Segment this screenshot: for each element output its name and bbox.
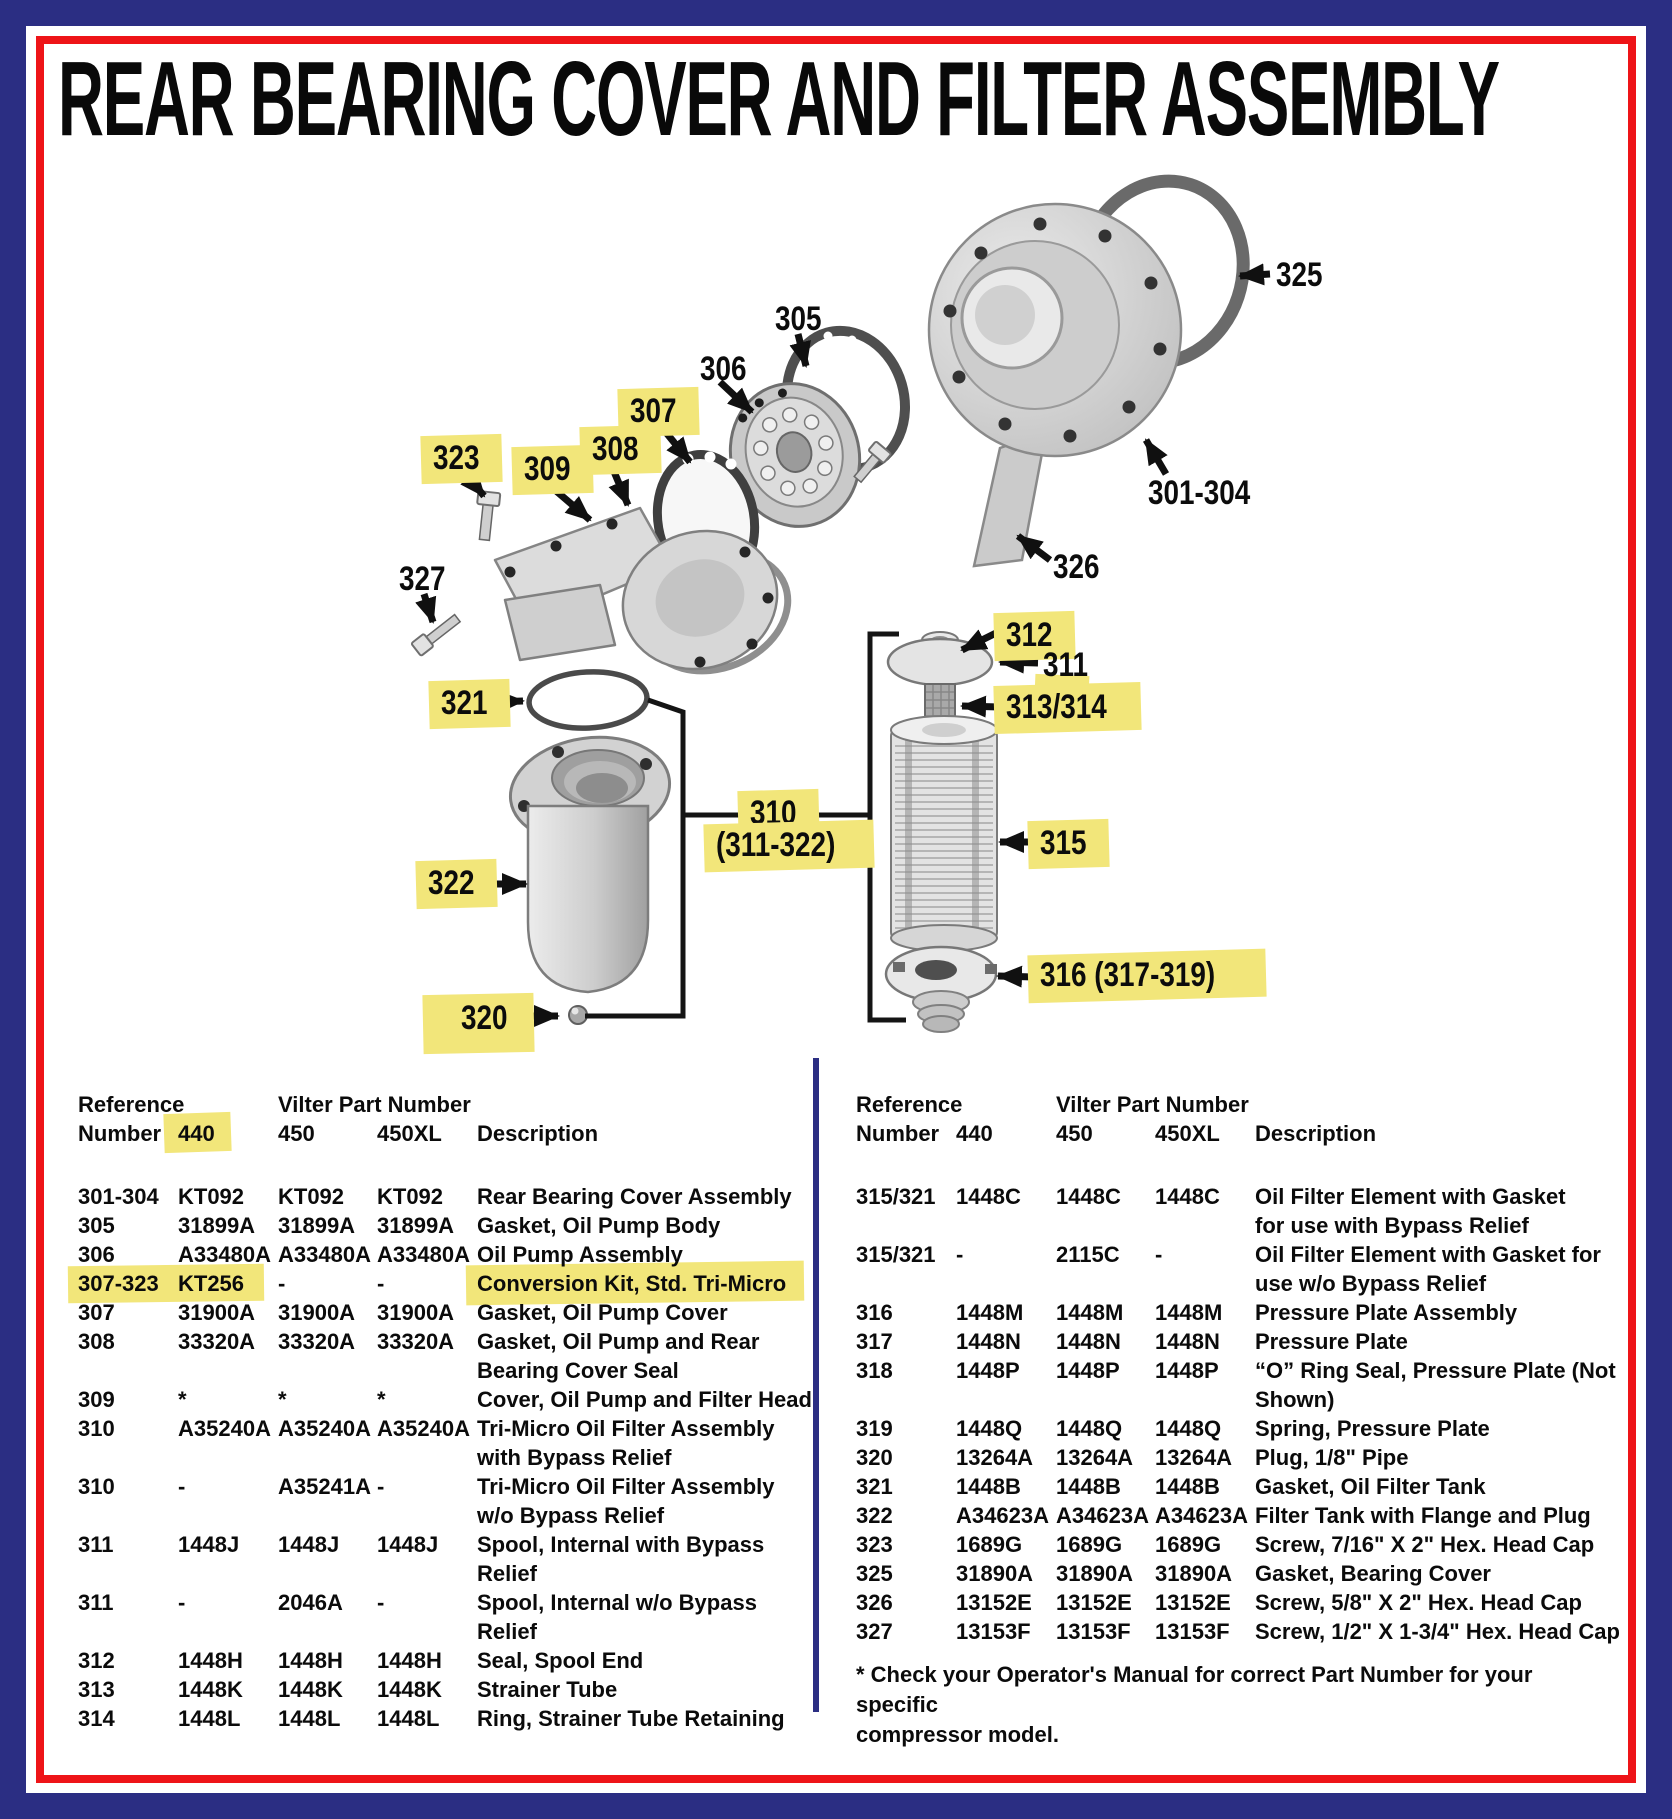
cell-450: 1448H (278, 1648, 343, 1673)
part-screw-327 (411, 611, 462, 656)
cell-450: 2115C (1056, 1242, 1120, 1267)
table-row (856, 1617, 1620, 1646)
cell-description-line: Oil Filter Element with Gasket (1255, 1184, 1566, 1209)
cell-450: 1448N (1056, 1329, 1121, 1354)
cell-description-line: Relief (477, 1561, 537, 1586)
cell-450: 31890A (1056, 1561, 1134, 1586)
cell-reference: 314 (78, 1706, 115, 1731)
diagram-label-327 (399, 562, 456, 596)
cell-440: 1448H (178, 1648, 243, 1673)
diagram-label-325 (1276, 258, 1333, 292)
cell-450: A35241A (278, 1474, 371, 1499)
table-row (856, 1559, 1614, 1588)
cell-450xl: KT092 (377, 1184, 444, 1209)
cell-description-line: Screw, 1/2" X 1-3/4" Hex. Head Cap (1255, 1619, 1620, 1644)
cell-440: 31900A (178, 1300, 256, 1325)
cell-450xl: 1448P (1155, 1358, 1219, 1383)
cell-description-line: Screw, 7/16" X 2" Hex. Head Cap (1255, 1532, 1595, 1557)
diagram-label-321 (441, 686, 498, 720)
cell-description-line: Plug, 1/8" Pipe (1255, 1445, 1409, 1470)
cell-description-line: Relief (477, 1619, 537, 1644)
cell-450xl: 13153F (1155, 1619, 1230, 1644)
cell-450: A35240A (278, 1416, 371, 1441)
cell-reference: 312 (78, 1648, 115, 1673)
table-row (78, 1327, 794, 1385)
diagram-label-text: 313/314 (1006, 688, 1107, 726)
cell-reference: 309 (78, 1387, 115, 1412)
diagram-label-326 (1053, 550, 1110, 584)
cell-description-line: Oil Pump Assembly (477, 1242, 683, 1267)
cell-440: 31890A (956, 1561, 1034, 1586)
cell-description-line: Oil Filter Element with Gasket for (1255, 1242, 1601, 1267)
cell-450: 1448L (278, 1706, 341, 1731)
table-row (78, 1414, 794, 1472)
diagram-label-text: 315 (1040, 824, 1087, 862)
cell-description-line: Spring, Pressure Plate (1255, 1416, 1490, 1441)
table-row (856, 1472, 1614, 1501)
cell-reference: 301-304 (78, 1184, 159, 1209)
cell-reference: 306 (78, 1242, 115, 1267)
cell-450xl: A34623A (1155, 1503, 1248, 1528)
diagram-label-text: 323 (433, 439, 480, 477)
header-col-450: 450 (1056, 1121, 1093, 1146)
cell-450xl: 1448Q (1155, 1416, 1222, 1441)
cell-description-line: Tri-Micro Oil Filter Assembly (477, 1416, 775, 1441)
table-row (856, 1414, 1614, 1443)
table-row (78, 1704, 794, 1733)
cell-description-line: Cover, Oil Pump and Filter Head (477, 1387, 812, 1412)
header-vilter-part-number: Vilter Part Number (1056, 1092, 1249, 1117)
cell-450xl: - (1155, 1242, 1163, 1267)
cell-description-line: Conversion Kit, Std. Tri-Micro (477, 1271, 787, 1296)
diagram-label-text: 305 (775, 300, 822, 338)
cell-description-line: Bearing Cover Seal (477, 1358, 679, 1383)
cell-450: * (278, 1387, 287, 1412)
diagram-label-text: 325 (1276, 256, 1323, 294)
footnote-line: * Check your Operator's Manual for correct Part Number for your specific (856, 1662, 1533, 1717)
footnote-line: compressor model. (856, 1722, 1059, 1747)
cell-description-line: Strainer Tube (477, 1677, 618, 1702)
cell-description-line: Pressure Plate (1255, 1329, 1408, 1354)
cell-description-line: Filter Tank with Flange and Plug (1255, 1503, 1591, 1528)
cell-description-line: for use with Bypass Relief (1255, 1213, 1529, 1238)
diagram-label-text: 311 (1043, 646, 1088, 684)
header-reference: Reference (856, 1092, 963, 1117)
cell-450xl: A35240A (377, 1416, 470, 1441)
cell-description-line: Ring, Strainer Tube Retaining (477, 1706, 785, 1731)
cell-description-line: Gasket, Bearing Cover (1255, 1561, 1491, 1586)
cell-450: 1448P (1056, 1358, 1120, 1383)
cell-440: 1448C (956, 1184, 1021, 1209)
cell-450: 1448J (278, 1532, 340, 1557)
cell-450: 31899A (278, 1213, 356, 1238)
table-row (78, 1211, 794, 1240)
cell-450: A34623A (1056, 1503, 1149, 1528)
header-number: Number (856, 1121, 940, 1146)
cell-reference: 327 (856, 1619, 893, 1644)
header-col-450xl: 450XL (377, 1121, 442, 1146)
cell-440: 33320A (178, 1329, 256, 1354)
diagram-label-308 (592, 432, 649, 466)
cell-reference: 305 (78, 1213, 115, 1238)
header-col-440: 440 (178, 1121, 215, 1146)
header-col-450: 450 (278, 1121, 315, 1146)
header-col-440: 440 (956, 1121, 993, 1146)
table-row (78, 1385, 812, 1414)
cell-reference: 308 (78, 1329, 115, 1354)
cell-reference: 313 (78, 1677, 115, 1702)
diagram-label-text: 326 (1053, 548, 1100, 586)
cell-440: - (956, 1242, 964, 1267)
table-row (78, 1269, 794, 1298)
cell-description-line: Gasket, Oil Pump Cover (477, 1300, 728, 1325)
cell-reference: 307 (78, 1300, 115, 1325)
cell-440: 1689G (956, 1532, 1023, 1557)
cell-440: A35240A (178, 1416, 271, 1441)
cell-reference: 319 (856, 1416, 893, 1441)
cell-description-line: Seal, Spool End (477, 1648, 644, 1673)
table-row (78, 1298, 794, 1327)
cell-440: 13153F (956, 1619, 1031, 1644)
table-row (856, 1240, 1614, 1298)
diagram-label-322 (428, 866, 485, 900)
cell-450: 1448K (278, 1677, 343, 1702)
cell-450: 1448Q (1056, 1416, 1123, 1441)
cell-450xl: 31899A (377, 1213, 455, 1238)
cell-reference: 321 (856, 1474, 893, 1499)
cell-reference: 318 (856, 1358, 893, 1383)
cell-440: KT092 (178, 1184, 245, 1209)
diagram-label-text: (311-322) (716, 826, 836, 864)
cell-440: - (178, 1474, 186, 1499)
diagram-label-text: 316 (317-319) (1040, 956, 1216, 994)
cell-description-line: with Bypass Relief (477, 1445, 672, 1470)
cell-450xl: 1448H (377, 1648, 442, 1673)
table-row (78, 1240, 794, 1269)
diagram-label-311 (1043, 648, 1098, 682)
table-row (78, 1646, 794, 1675)
page-title: REAR BEARING COVER AND FILTER ASSEMBLY (58, 40, 1499, 158)
header-col-450xl: 450XL (1155, 1121, 1220, 1146)
header-description: Description (477, 1121, 599, 1146)
table-row (856, 1443, 1614, 1472)
cell-440: 1448N (956, 1329, 1021, 1354)
diagram-label-text: 312 (1006, 616, 1053, 654)
cell-440: A34623A (956, 1503, 1049, 1528)
part-screw-323 (473, 491, 500, 541)
cell-description-line: Shown) (1255, 1387, 1335, 1412)
header-vilter-part-number: Vilter Part Number (278, 1092, 471, 1117)
cell-440: 13264A (956, 1445, 1034, 1470)
diagram-label-316 (1040, 958, 1254, 992)
cell-440: 1448Q (956, 1416, 1023, 1441)
footnote (856, 1660, 1616, 1750)
cell-450: KT092 (278, 1184, 345, 1209)
diagram-label-313-314 (1006, 690, 1129, 724)
cell-450xl: 1448N (1155, 1329, 1220, 1354)
cell-450: A33480A (278, 1242, 371, 1267)
diagram-label-text: 301-304 (1148, 474, 1251, 512)
cell-440: 1448B (956, 1474, 1021, 1499)
cell-description-line: Gasket, Oil Filter Tank (1255, 1474, 1486, 1499)
cell-description-line: Pressure Plate Assembly (1255, 1300, 1518, 1325)
cell-reference: 311 (78, 1532, 114, 1557)
cell-reference: 326 (856, 1590, 893, 1615)
cell-reference: 317 (856, 1329, 893, 1354)
cell-440: 1448M (956, 1300, 1024, 1325)
cell-450xl: A33480A (377, 1242, 470, 1267)
cell-450xl: - (377, 1590, 385, 1615)
diagram-label-text: 308 (592, 430, 639, 468)
cell-440: - (178, 1590, 186, 1615)
cell-450xl: 31900A (377, 1300, 455, 1325)
cell-reference: 307-323 (78, 1271, 159, 1296)
cell-description-line: Spool, Internal with Bypass (477, 1532, 765, 1557)
cell-450xl: 1448K (377, 1677, 442, 1702)
cell-450: 13153F (1056, 1619, 1131, 1644)
cell-450: 33320A (278, 1329, 356, 1354)
table-row (856, 1356, 1614, 1414)
cell-reference: 325 (856, 1561, 893, 1586)
header-description: Description (1255, 1121, 1377, 1146)
diagram-label-305 (775, 302, 832, 336)
diagram-label-text: 322 (428, 864, 475, 902)
diagram-label-text: 327 (399, 560, 446, 598)
cell-description-line: Tri-Micro Oil Filter Assembly (477, 1474, 775, 1499)
cell-description-line: w/o Bypass Relief (477, 1503, 665, 1528)
cell-450xl: 1689G (1155, 1532, 1222, 1557)
table-row (78, 1588, 794, 1646)
cell-description-line: use w/o Bypass Relief (1255, 1271, 1487, 1296)
diagram-label-text: 309 (524, 450, 571, 488)
cell-450: 13264A (1056, 1445, 1134, 1470)
table-row (856, 1298, 1614, 1327)
cell-440: 13152E (956, 1590, 1032, 1615)
cell-450xl: 33320A (377, 1329, 455, 1354)
cell-450xl: 1448B (1155, 1474, 1220, 1499)
table-row (856, 1182, 1614, 1240)
cell-450: 31900A (278, 1300, 356, 1325)
cell-450: - (278, 1271, 286, 1296)
table-row (856, 1327, 1614, 1356)
cell-440: 1448P (956, 1358, 1020, 1383)
part-seal-and-cover-head (495, 508, 806, 692)
cell-reference: 311 (78, 1590, 114, 1615)
cell-450xl: 13264A (1155, 1445, 1233, 1470)
diagram-label-315 (1040, 826, 1097, 860)
cell-450xl: 1448C (1155, 1184, 1220, 1209)
diagram-label-text: 306 (700, 350, 747, 388)
cell-450xl: 1448M (1155, 1300, 1223, 1325)
cell-reference: 310 (78, 1474, 115, 1499)
cell-450xl: - (377, 1271, 385, 1296)
cell-440: 31899A (178, 1213, 256, 1238)
cell-description-line: Screw, 5/8" X 2" Hex. Head Cap (1255, 1590, 1582, 1615)
diagram-label-text: 321 (441, 684, 488, 722)
cell-description-line: Gasket, Oil Pump and Rear (477, 1329, 760, 1354)
part-gasket-oil-filter-tank (528, 669, 649, 731)
cell-450: 13152E (1056, 1590, 1132, 1615)
cell-450xl: * (377, 1387, 386, 1412)
diagram-label-309 (524, 452, 581, 486)
diagram-label-text: 310 (750, 794, 797, 832)
diagram-label-307 (630, 394, 687, 428)
cell-description-line: Rear Bearing Cover Assembly (477, 1184, 792, 1209)
table-divider (813, 1058, 819, 1712)
cell-450xl: - (377, 1474, 385, 1499)
cell-450xl: 13152E (1155, 1590, 1231, 1615)
table-row (856, 1501, 1614, 1530)
cell-reference: 310 (78, 1416, 115, 1441)
diagram-label-323 (433, 441, 490, 475)
header-reference: Reference (78, 1092, 185, 1117)
cell-440: KT256 (178, 1271, 245, 1296)
cell-reference: 323 (856, 1532, 893, 1557)
parts-table-left (78, 1090, 812, 1731)
cell-440: * (178, 1387, 187, 1412)
diagram-label-306 (700, 352, 757, 386)
cell-450: 1448B (1056, 1474, 1121, 1499)
cell-450: 1448M (1056, 1300, 1124, 1325)
part-oil-filter-element (891, 716, 997, 951)
cell-description-line: Spool, Internal w/o Bypass (477, 1590, 757, 1615)
cell-reference: 322 (856, 1503, 893, 1528)
cell-450xl: 1448J (377, 1532, 439, 1557)
cell-reference: 315/321 (856, 1242, 936, 1267)
table-row (856, 1588, 1614, 1617)
cell-450xl: 31890A (1155, 1561, 1233, 1586)
cell-reference: 316 (856, 1300, 893, 1325)
diagram-label-301-304 (1148, 476, 1273, 510)
cell-440: 1448K (178, 1677, 243, 1702)
table-row (78, 1182, 794, 1211)
table-row (78, 1530, 794, 1588)
cell-440: A33480A (178, 1242, 271, 1267)
diagram-label-310-range (716, 828, 862, 862)
table-row (78, 1472, 794, 1530)
cell-reference: 315/321 (856, 1184, 936, 1209)
cell-450: 1448C (1056, 1184, 1121, 1209)
cell-440: 1448L (178, 1706, 241, 1731)
cell-reference: 320 (856, 1445, 893, 1470)
cell-440: 1448J (178, 1532, 240, 1557)
cell-450: 1689G (1056, 1532, 1123, 1557)
part-rear-bearing-cover (929, 204, 1181, 566)
parts-table-right (856, 1090, 1620, 1650)
part-filter-tank (504, 727, 677, 992)
diagram-label-320 (461, 1001, 518, 1035)
header-number: Number (78, 1121, 162, 1146)
diagram-label-text: 320 (461, 999, 508, 1037)
part-pipe-plug (569, 1006, 587, 1024)
cell-description-line: Gasket, Oil Pump Body (477, 1213, 721, 1238)
cell-description-line: “O” Ring Seal, Pressure Plate (Not (1255, 1358, 1616, 1383)
table-row (78, 1675, 794, 1704)
diagram-label-text: 307 (630, 392, 677, 430)
cell-450: 2046A (278, 1590, 343, 1615)
cell-450xl: 1448L (377, 1706, 440, 1731)
table-row (856, 1530, 1614, 1559)
